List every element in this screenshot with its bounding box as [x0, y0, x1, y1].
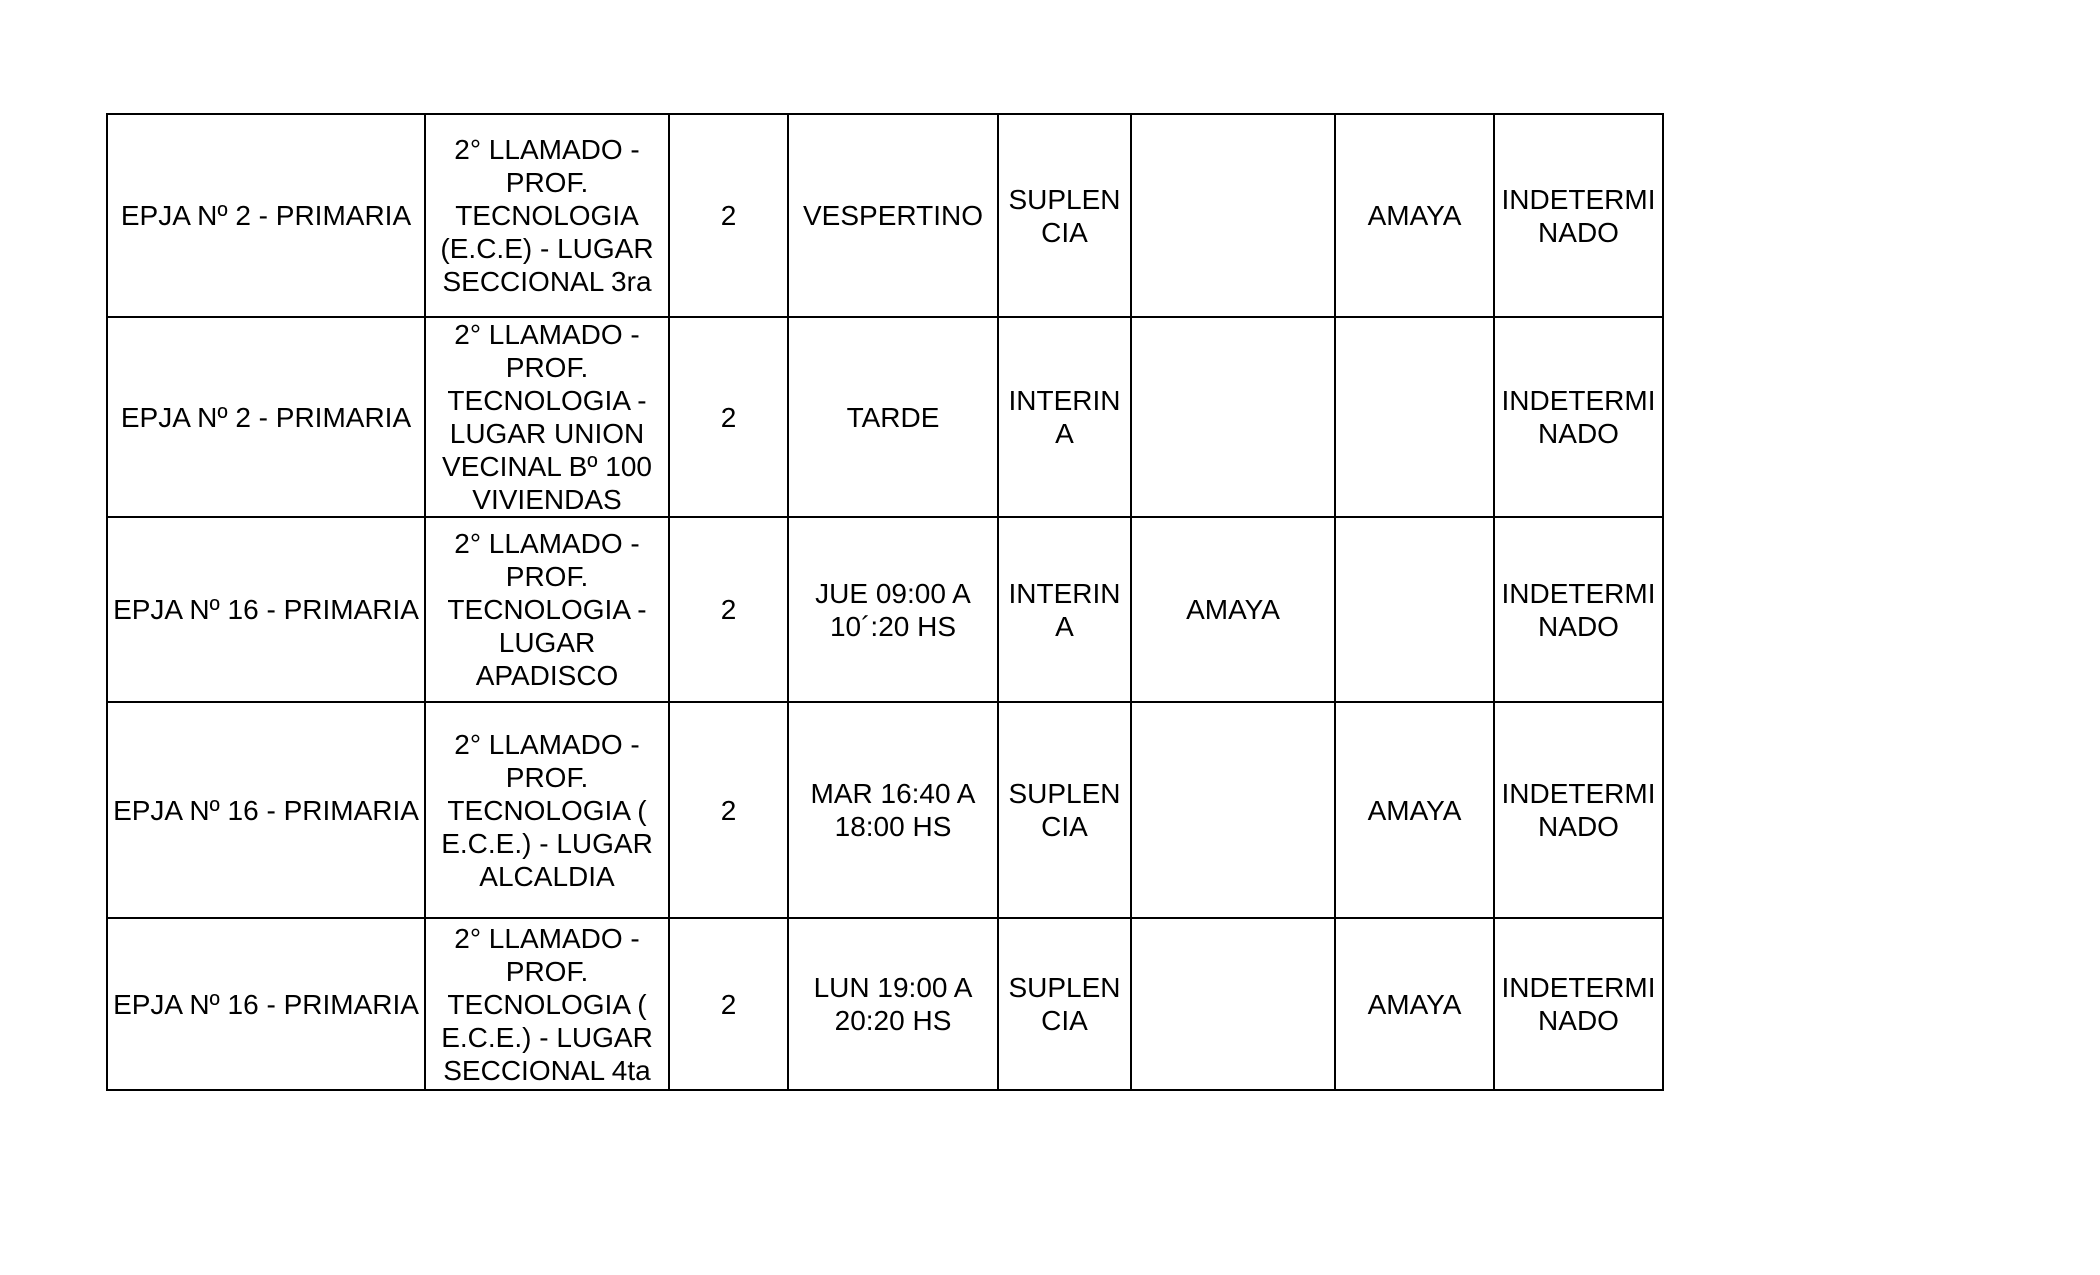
school-cell: EPJA Nº 16 - PRIMARIA: [107, 517, 425, 702]
status-cell: SUPLEN CIA: [998, 918, 1131, 1090]
position-cell: 2° LLAMADO - PROF. TECNOLOGIA - LUGAR APADISCO: [425, 517, 669, 702]
schedule-cell: LUN 19:00 A 20:20 HS: [788, 918, 998, 1090]
hours-cell: 2: [669, 918, 788, 1090]
table-row: [107, 114, 1663, 317]
schedule-cell: TARDE: [788, 317, 998, 517]
table-row: [107, 702, 1663, 918]
hours-cell: 2: [669, 114, 788, 317]
assignee-cell-b: AMAYA: [1335, 702, 1494, 918]
assignee-cell-b: [1335, 517, 1494, 702]
assignee-cell-a: [1131, 114, 1335, 317]
assignee-cell-a: [1131, 918, 1335, 1090]
position-cell: 2° LLAMADO - PROF. TECNOLOGIA (E.C.E) - LUGAR SECCIONAL 3ra: [425, 114, 669, 317]
duration-cell: INDETERMI NADO: [1494, 317, 1663, 517]
position-cell: 2° LLAMADO - PROF. TECNOLOGIA ( E.C.E.) - LUGAR ALCALDIA: [425, 702, 669, 918]
duration-cell: INDETERMI NADO: [1494, 918, 1663, 1090]
vacancy-table: [106, 113, 1664, 1091]
duration-cell: INDETERMI NADO: [1494, 114, 1663, 317]
table-row: [107, 918, 1663, 1090]
schedule-cell: VESPERTINO: [788, 114, 998, 317]
assignee-cell-a: AMAYA: [1131, 517, 1335, 702]
duration-cell: INDETERMI NADO: [1494, 517, 1663, 702]
table-row: [107, 317, 1663, 517]
hours-cell: 2: [669, 317, 788, 517]
school-cell: EPJA Nº 2 - PRIMARIA: [107, 317, 425, 517]
school-cell: EPJA Nº 16 - PRIMARIA: [107, 702, 425, 918]
assignee-cell-a: [1131, 317, 1335, 517]
duration-cell: INDETERMI NADO: [1494, 702, 1663, 918]
table-row: [107, 517, 1663, 702]
schedule-cell: JUE 09:00 A 10´:20 HS: [788, 517, 998, 702]
status-cell: SUPLEN CIA: [998, 114, 1131, 317]
assignee-cell-b: [1335, 317, 1494, 517]
school-cell: EPJA Nº 16 - PRIMARIA: [107, 918, 425, 1090]
position-cell: 2° LLAMADO - PROF. TECNOLOGIA - LUGAR UNION VECINAL Bº 100 VIVIENDAS: [425, 317, 669, 517]
assignee-cell-b: AMAYA: [1335, 918, 1494, 1090]
position-cell: 2° LLAMADO - PROF. TECNOLOGIA ( E.C.E.) - LUGAR SECCIONAL 4ta: [425, 918, 669, 1090]
assignee-cell-b: AMAYA: [1335, 114, 1494, 317]
school-cell: EPJA Nº 2 - PRIMARIA: [107, 114, 425, 317]
hours-cell: 2: [669, 517, 788, 702]
status-cell: INTERIN A: [998, 517, 1131, 702]
status-cell: INTERIN A: [998, 317, 1131, 517]
schedule-cell: MAR 16:40 A 18:00 HS: [788, 702, 998, 918]
status-cell: SUPLEN CIA: [998, 702, 1131, 918]
assignee-cell-a: [1131, 702, 1335, 918]
hours-cell: 2: [669, 702, 788, 918]
